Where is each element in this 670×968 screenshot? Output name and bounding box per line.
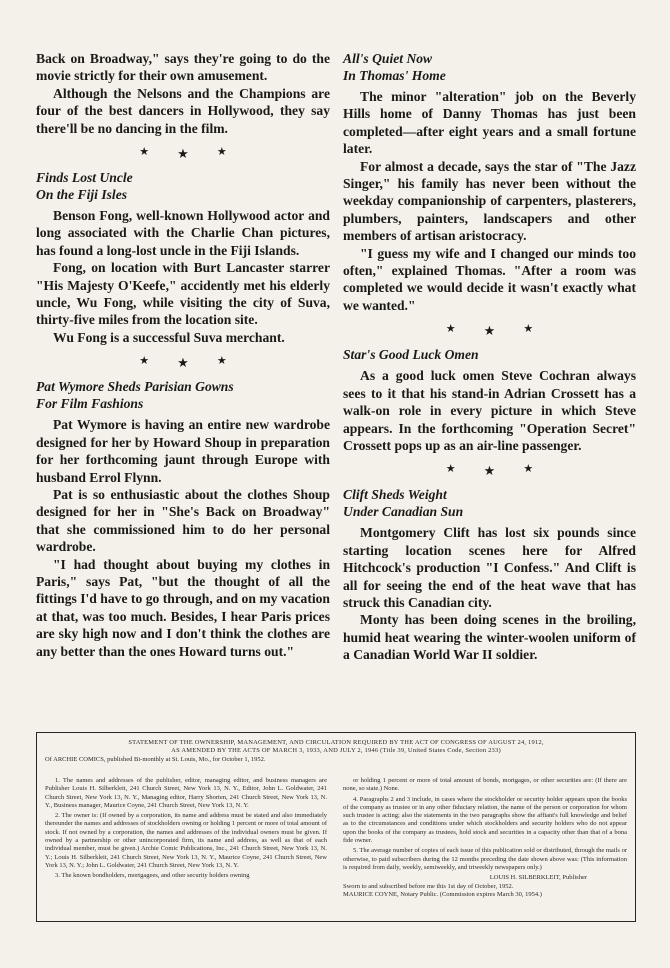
star-icon: ★ — [177, 356, 189, 372]
star-divider — [36, 143, 330, 161]
article-fong — [36, 169, 330, 346]
statement-item: 1. The names and addresses of the publisher, editor, managing editor, and business managers are Publisher Louis H. Silberkleit, 241 Church Street, New York 13, N. Y., Editor, John L. Goldwater, 241 Church Street, New York 13, N. Y., Managing editor, Harry Shorten, 241 Church Street, New York 13, N. Y., Business manager, Maurice Coyne, 241 Church Street, New York 13, N. Y. — [45, 777, 327, 809]
heading-line: All's Quiet Now — [343, 51, 433, 66]
star-icon: ★ — [445, 462, 456, 476]
article-paragraph: Pat Wymore is having an entire new wardrobe designed for her by Howard Shoup in preparation for her forthcoming jaunt through Europe with husband Errol Flynn. — [36, 417, 330, 485]
statement-header: STATEMENT OF THE OWNERSHIP, MANAGEMENT, AND CIRCULATION REQUIRED BY THE ACT OF CONGRESS OF AUGUST 24, 1912, — [128, 739, 544, 746]
article-paragraph: "I guess my wife and I changed our minds too often," explained Thomas. "After a room was completed we would decide it wasn't exactly what we wanted." — [343, 245, 636, 313]
sworn-statement: Sworn to and subscribed before me this 1st day of October, 1952. — [343, 882, 514, 890]
right-column — [343, 50, 636, 664]
notary-line: MAURICE COYNE, Notary Public. (Commission expires March 30, 1954.) — [343, 890, 542, 898]
star-icon: ★ — [216, 354, 227, 368]
left-column — [36, 50, 330, 660]
star-divider — [36, 352, 330, 370]
article-paragraph: For almost a decade, says the star of "The Jazz Singer," his family has never been without the weekday companionship of carpenters, plasterers, plumbers, painters, landscapers and other members of artisan aristocracy. — [343, 158, 636, 244]
article-paragraph: As a good luck omen Steve Cochran always sees to it that his stand-in Adrian Crossett has a walk-on role in every picture in which Steve appears. In the forthcoming "Operation Secret" Crossett pops up as an air-line passenger. — [343, 368, 636, 453]
article-heading — [36, 169, 330, 203]
article-continued-paragraph: Back on Broadway," says they're going to do the movie strictly for their own amusement. — [36, 51, 330, 84]
statement-right-column — [343, 777, 627, 899]
heading-line: Finds Lost Uncle — [36, 170, 133, 186]
statement-item: or holding 1 percent or more of total amount of bonds, mortgages, or other securities are: (If there are none, so state.) None. — [343, 777, 627, 793]
star-icon: ★ — [139, 354, 150, 368]
star-icon: ★ — [216, 145, 227, 159]
statement-item: 2. The owner is: (If owned by a corporation, its name and address must be stated and also immediately thereunder the names and addresses of stockholders owning or holding 1 percent or more of total amount of stock. If not owned by a corporation, the names and addresses of the individual owners must be given. If owned by a partnership or other unincorporated firm, its name and address, as well as that of each individual member, must be given.) Archie Comic Publications, Inc., 241 Church Street, New York 13, N. Y.; Louis H. Silberkleit, 241 Church Street, New York 13, N. Y., Maurice Coyne, 241 Church Street, New York 13, N. Y.; John L. Goldwater, 241 Church Street, New York 13, N. Y. — [45, 812, 327, 869]
article-wymore — [36, 378, 330, 660]
article-heading — [343, 346, 636, 363]
star-icon: ★ — [483, 464, 496, 480]
article-paragraph: "I had thought about buying my clothes in Paris," says Pat, "but the thought of all the fittings I'd have to go through, and on my vacation at that, was too much. Besides, I hear Paris prices are sky high now and I don't think the clothes are any better than the ones Howard turns out." — [36, 556, 330, 659]
heading-line: In Thomas' Home — [343, 68, 446, 83]
article-paragraph: The minor "alteration" job on the Beverly Hills home of Danny Thomas has just been completed—after eight years and a small fortune later. — [343, 89, 636, 157]
statement-header: AS AMENDED BY THE ACTS OF MARCH 3, 1933, AND JULY 2, 1946 (Title 39, United States Code, Section 233) — [171, 747, 501, 755]
article-paragraph: Benson Fong, well-known Hollywood actor and long associated with the Charlie Chan pictures, has found a long-lost uncle in the Fiji Islands. — [36, 208, 330, 258]
article-paragraph: Montgomery Clift has lost six pounds since starting location scenes here for Alfred Hitchcock's production "I Confess." And Clift is all for seeing the end of the heat wave that has struck this Canadian city. — [343, 525, 636, 610]
star-divider — [343, 460, 636, 478]
heading-line: Clift Sheds Weight — [343, 487, 447, 503]
star-icon: ★ — [177, 147, 189, 163]
article-paragraph: Pat is so enthusiastic about the clothes Shoup designed for her in "She's Back on Broadway" that she commissioned him to do her personal wardrobe. — [36, 486, 330, 555]
article-cochran — [343, 346, 636, 454]
statement-publication-line: Of ARCHIE COMICS, published Bi-monthly at St. Louis, Mo., for October 1, 1952. — [45, 755, 266, 763]
heading-line: Under Canadian Sun — [343, 504, 464, 520]
article-heading — [343, 486, 636, 520]
star-icon: ★ — [523, 462, 534, 476]
article-paragraph: Fong, on location with Burt Lancaster starrer "His Majesty O'Keefe," accidently met his elderly uncle, Wu Fong, while visiting the city of Suva, thirty-five miles from the location site. — [36, 260, 330, 328]
article-thomas — [343, 50, 636, 314]
star-icon: ★ — [139, 145, 150, 159]
statement-left-column — [45, 777, 327, 883]
article-continued-paragraph: Although the Nelsons and the Champions are four of the best dancers in Hollywood, they say there'll be no dancing in the film. — [36, 85, 330, 136]
statement-item: 4. Paragraphs 2 and 3 include, in cases where the stockholder or security holder appears upon the books of the company as trustee or in any other fiduciary relation, the name of the person or corporation for whom such trustee is acting; also the statements in the two paragraphs show the affiant's full knowledge and belief as to the circumstances and conditions under which stockholders and security holders who do not appear upon the books of the company as trustees, hold stock and securities in a capacity other than that of a bona fide owner. — [343, 795, 627, 845]
star-divider — [343, 320, 636, 338]
statement-item: 3. The known bondholders, mortgagees, and other security holders owning — [55, 872, 250, 880]
article-paragraph: Monty has been doing scenes in the broiling, humid heat wearing the winter-woolen uniform of a Canadian World War II soldier. — [343, 612, 636, 663]
article-heading — [36, 378, 330, 412]
heading-line: On the Fiji Isles — [36, 187, 128, 203]
article-paragraph: Wu Fong is a successful Suva merchant. — [53, 329, 285, 345]
ownership-statement-box — [36, 732, 636, 922]
statement-item: 5. The average number of copies of each issue of this publication sold or distributed, through the mails or otherwise, to paid subscribers during the 12 months preceding the date shown above was: (This information is required from daily, weekly, semiweekly, and triweekly newspapers only.) — [343, 847, 627, 871]
publisher-signature: LOUIS H. SILBERKLEIT, Publisher — [489, 874, 587, 882]
heading-line: For Film Fashions — [36, 396, 144, 412]
heading-line: Star's Good Luck Omen — [343, 347, 479, 363]
heading-line: Pat Wymore Sheds Parisian Gowns — [36, 379, 234, 395]
article-heading — [343, 50, 636, 84]
star-icon: ★ — [445, 322, 456, 336]
star-icon: ★ — [523, 322, 534, 336]
star-icon: ★ — [483, 324, 496, 340]
article-clift — [343, 486, 636, 663]
